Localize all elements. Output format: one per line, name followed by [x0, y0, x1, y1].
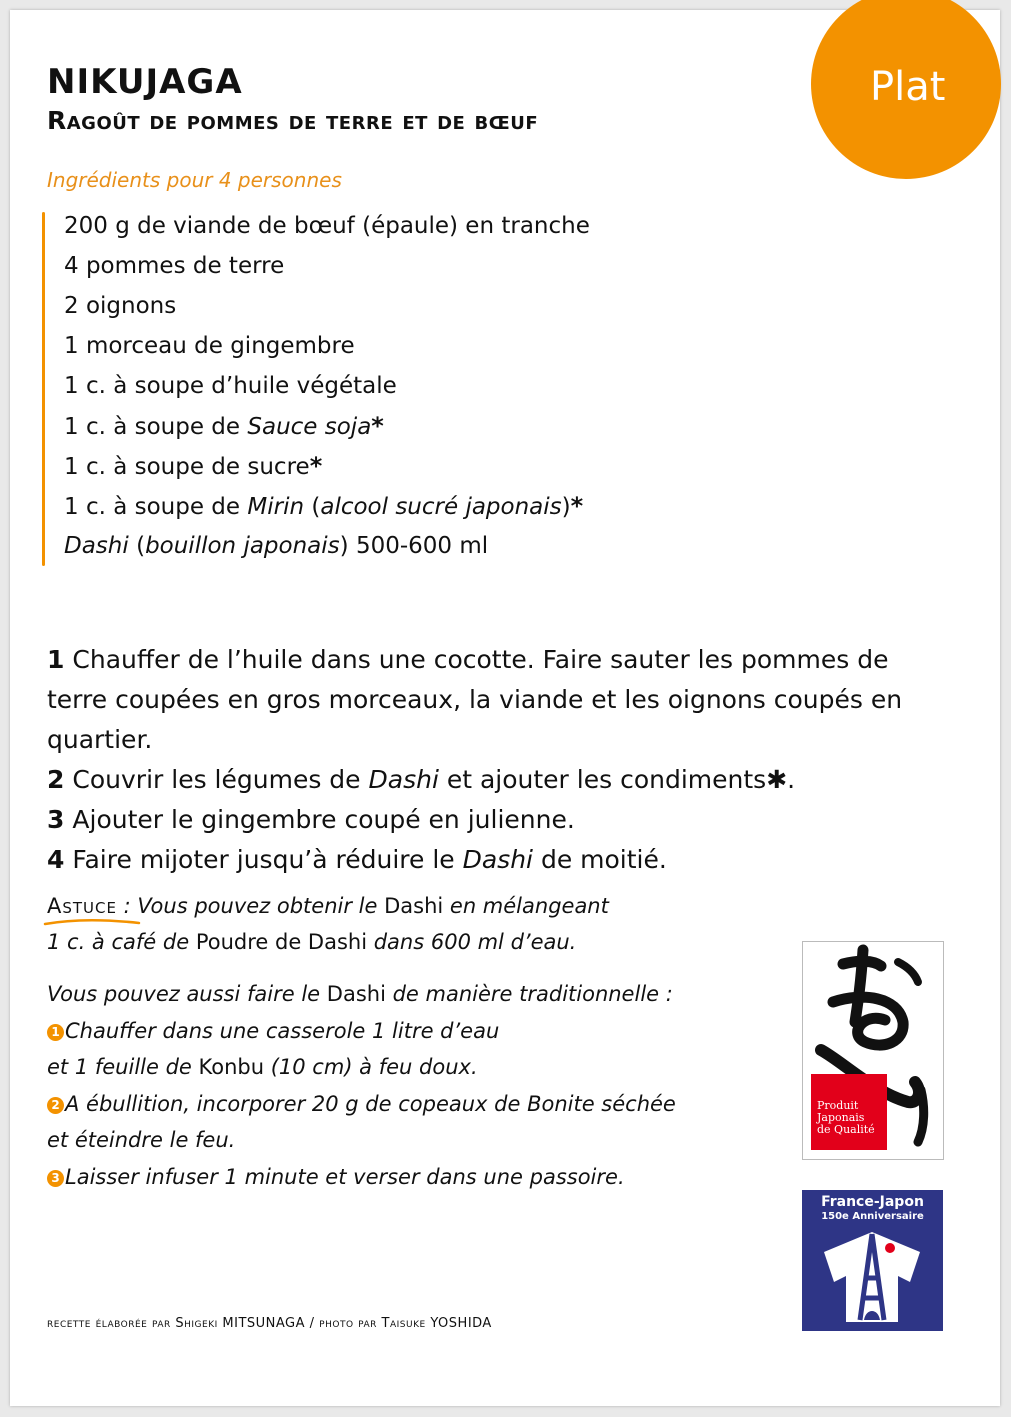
- ingredient-item: 1 c. à soupe de Mirin (alcool sucré japonais)*: [64, 492, 584, 520]
- ingredients-accent-bar: [42, 212, 45, 566]
- quality-logo: [802, 941, 944, 1160]
- credits-footer: recette élaborée par Shigeki MITSUNAGA / photo par Taisuke YOSHIDA: [47, 1316, 492, 1331]
- ingredients-list: [64, 206, 590, 566]
- step-4: 4 Faire mijoter jusqu’à réduire le Dashi de moitié.: [47, 845, 667, 874]
- step-number-dot: 1: [47, 1024, 64, 1041]
- ingredient-item: Dashi (bouillon japonais) 500-600 ml: [64, 533, 489, 559]
- tip-label: Astuce: [47, 894, 117, 918]
- france-japon-logo: France-Japon 150e Anniversaire: [802, 1190, 943, 1331]
- quality-red-box: Produit Japonais de Qualité: [811, 1074, 887, 1150]
- ingredient-item: 1 c. à soupe de Sauce soja*: [64, 412, 384, 440]
- preparation-steps: [47, 640, 927, 880]
- ingredients-heading: Ingrédients pour 4 personnes: [47, 168, 342, 192]
- ingredient-item: 1 c. à soupe de sucre*: [64, 452, 323, 480]
- traditional-dashi: Vous pouvez aussi faire le Dashi de manière traditionnelle : 1 Chauffer dans une casserole 1 litre d’eau et 1 feuille de Konbu (10 cm) à feu doux. 2 A ébullition, incorporer 20 g de copeaux de Bonite séchée et éteindre le feu. 3 Laisser infuser 1 minute et verser dans une passoire.: [47, 982, 676, 1189]
- ingredient-item: 200 g de viande de bœuf (épaule) en tranche: [64, 213, 590, 239]
- step-2: 2 Couvrir les légumes de Dashi et ajouter les condiments✱.: [47, 765, 796, 794]
- kimono-eiffel-icon: [802, 1190, 943, 1331]
- tip-underline: [43, 915, 143, 929]
- step-3: 3 Ajouter le gingembre coupé en julienne.: [47, 805, 575, 834]
- recipe-subtitle: Ragoût de pommes de terre et de bœuf: [47, 106, 539, 135]
- recipe-title: NIKUJAGA: [47, 62, 243, 102]
- step-number-dot: 3: [47, 1170, 64, 1187]
- tip-block: Astuce : Vous pouvez obtenir le Dashi en mélangeant 1 c. à café de Poudre de Dashi dans 600 ml d’eau.: [47, 894, 609, 954]
- step-number-dot: 2: [47, 1097, 64, 1114]
- ingredient-item: 1 c. à soupe d’huile végétale: [64, 373, 397, 399]
- ingredient-item: 2 oignons: [64, 293, 177, 319]
- step-1: 1 Chauffer de l’huile dans une cocotte. Faire sauter les pommes de terre coupées en gros morceaux, la viande et les oignons coupés en quartier.: [47, 645, 903, 754]
- category-label: Plat: [870, 64, 946, 110]
- ingredient-item: 1 morceau de gingembre: [64, 333, 355, 359]
- ingredient-item: 4 pommes de terre: [64, 253, 285, 279]
